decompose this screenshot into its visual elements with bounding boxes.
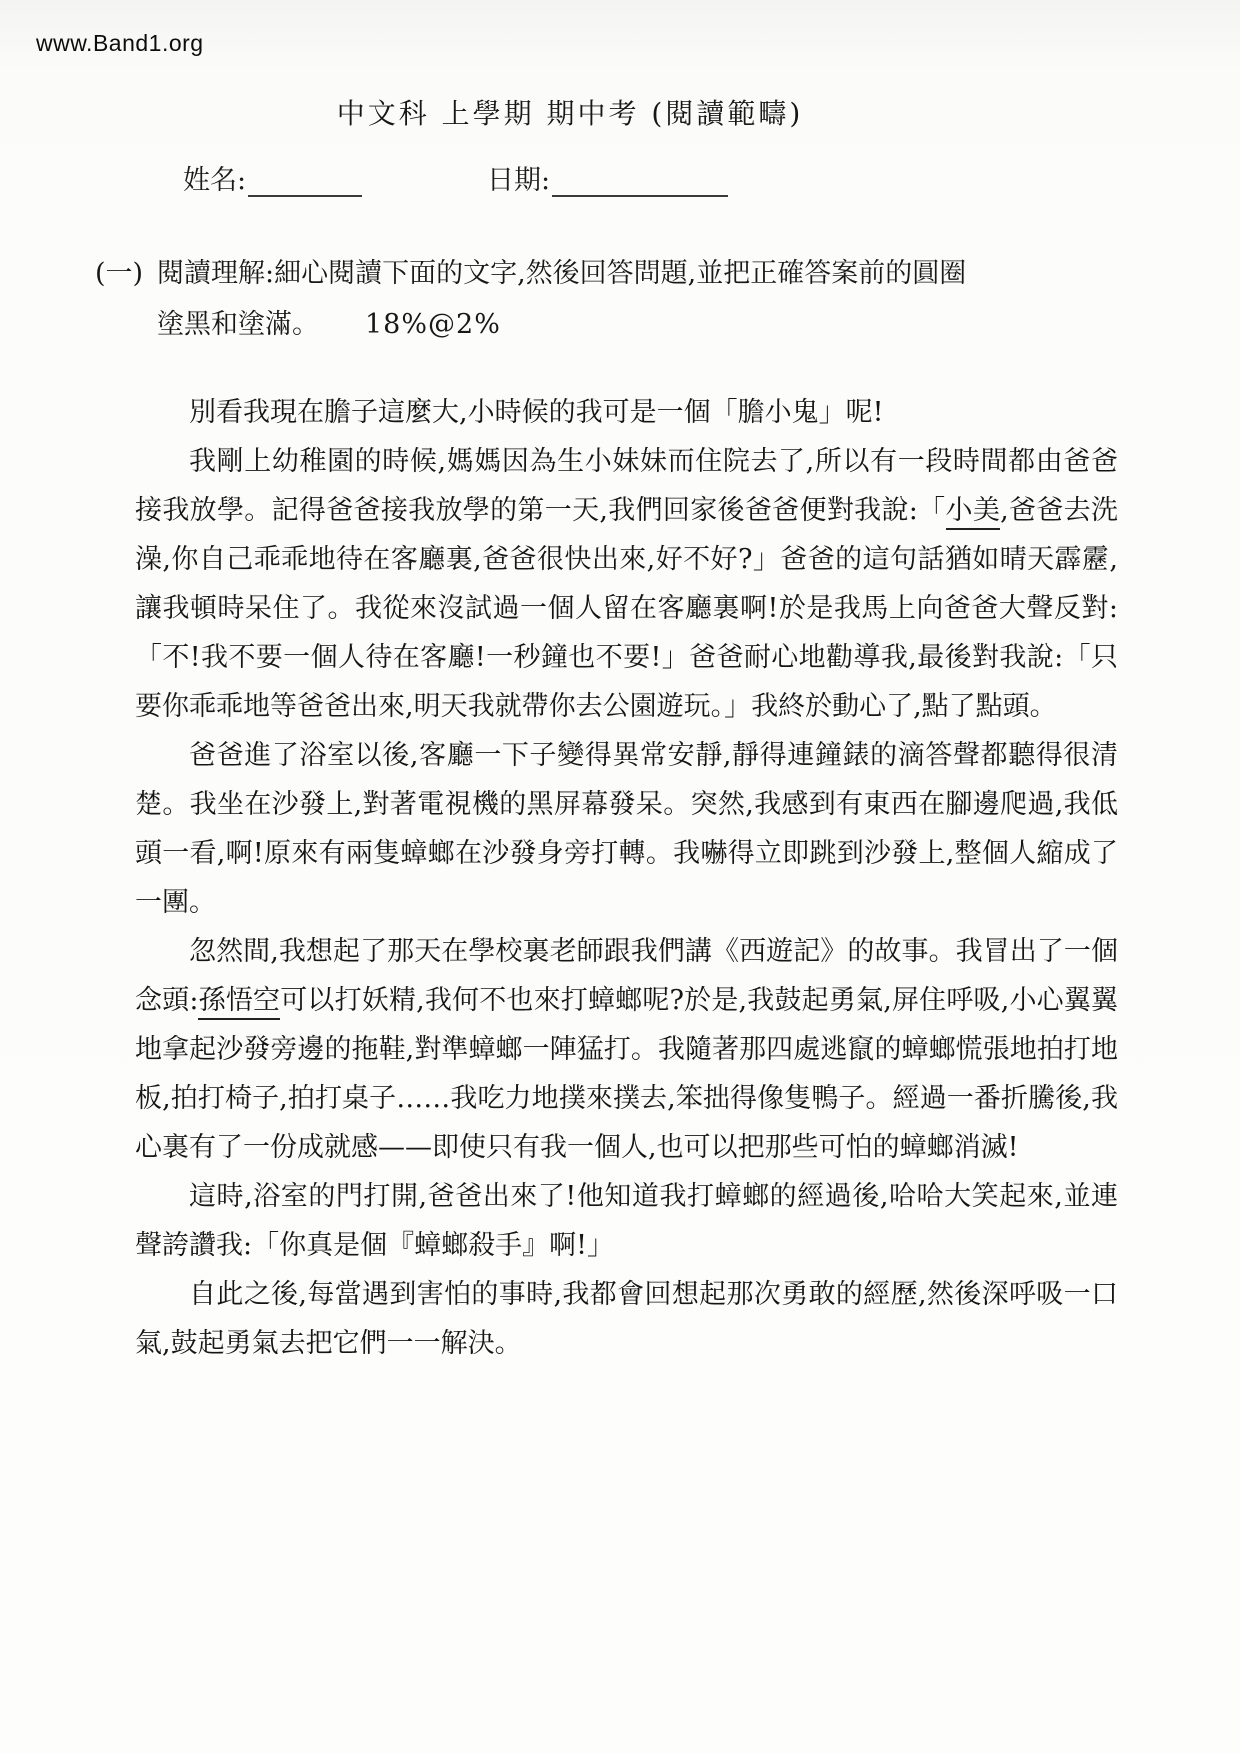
passage-text: 別看我現在膽子這麼大,小時候的我可是一個「膽小鬼」呢! bbox=[189, 397, 884, 428]
passage-text: 忽然間,我想起了那天在學校裏老師跟我們講《西遊記》的故事。我冒出了一個念頭: bbox=[135, 936, 1118, 1016]
proper-noun-underline: 小美 bbox=[946, 495, 1001, 530]
passage-text: 爸爸進了浴室以後,客廳一下子變得異常安靜,靜得連鐘錶的滴答聲都聽得很清楚。我坐在沙發上,對著電視機的黑屏幕發呆。突然,我感到有東西在腳邊爬過,我低頭一看,啊!原來有兩隻蟑螂在沙發身旁打轉。我嚇得立即跳到沙發上,整個人縮成了一團。 bbox=[135, 740, 1118, 918]
passage-paragraph bbox=[135, 388, 1118, 437]
name-label: 姓名: bbox=[183, 165, 247, 196]
watermark-text: www.Band1.org bbox=[36, 30, 204, 56]
passage-paragraph bbox=[135, 731, 1118, 927]
proper-noun-underline: 孫悟空 bbox=[198, 985, 280, 1020]
passage-paragraph bbox=[135, 927, 1118, 1172]
exam-title: 中文科 上學期 期中考 (閱讀範疇) bbox=[336, 97, 804, 130]
section-instructions-line2: 塗黑和塗滿。 bbox=[157, 309, 319, 340]
section-instructions-line1: 閱讀理解:細心閱讀下面的文字,然後回答問題,並把正確答案前的圓圈 bbox=[157, 258, 967, 289]
passage-paragraph bbox=[135, 437, 1118, 731]
passage-paragraph bbox=[135, 1270, 1118, 1368]
name-date-row bbox=[0, 158, 1240, 208]
passage-text: 自此之後,每當遇到害怕的事時,我都會回想起那次勇敢的經歷,然後深呼吸一口氣,鼓起勇氣去把它們一一解決。 bbox=[135, 1279, 1118, 1359]
section-number: (一) bbox=[95, 258, 144, 289]
name-blank-line bbox=[248, 165, 362, 197]
passage-text: 可以打妖精,我何不也來打蟑螂呢?於是,我鼓起勇氣,屏住呼吸,小心翼翼地拿起沙發旁邊的拖鞋,對準蟑螂一陣猛打。我隨著那四處逃竄的蟑螂慌張地拍打地板,拍打椅子,拍打桌子……我吃力地撲來撲去,笨拙得像隻鴨子。經過一番折騰後,我心裏有了一份成就感——即使只有我一個人,也可以把那些可怕的蟑螂消滅! bbox=[135, 985, 1118, 1163]
passage-text: 這時,浴室的門打開,爸爸出來了!他知道我打蟑螂的經過後,哈哈大笑起來,並連聲誇讚我:「你真是個『蟑螂殺手』啊!」 bbox=[135, 1181, 1118, 1261]
date-blank-line bbox=[552, 165, 728, 197]
date-label: 日期: bbox=[487, 165, 551, 196]
date-field bbox=[487, 158, 728, 197]
passage-text: 我剛上幼稚園的時候,媽媽因為生小妹妹而住院去了,所以有一段時間都由爸爸接我放學。記得爸爸接我放學的第一天,我們回家後爸爸便對我說:「 bbox=[135, 446, 1118, 526]
section-instructions-line2-row bbox=[157, 299, 1125, 350]
reading-passage bbox=[135, 388, 1118, 1368]
passage-paragraph bbox=[135, 1172, 1118, 1270]
passage-text: ,爸爸去洗澡,你自己乖乖地待在客廳裏,爸爸很快出來,好不好?」爸爸的這句話猶如晴天霹靂,讓我頓時呆住了。我從來沒試過一個人留在客廳裏啊!於是我馬上向爸爸大聲反對:「不!我不要一個人待在客廳!一秒鐘也不要!」爸爸耐心地勸導我,最後對我說:「只要你乖乖地等爸爸出來,明天我就帶你去公園遊玩。」我終於動心了,點了點頭。 bbox=[135, 495, 1118, 722]
section-instructions-text bbox=[157, 248, 1125, 350]
marks-note: 18%@2% bbox=[365, 309, 501, 340]
section-instructions bbox=[95, 248, 1125, 350]
name-field bbox=[183, 158, 362, 197]
